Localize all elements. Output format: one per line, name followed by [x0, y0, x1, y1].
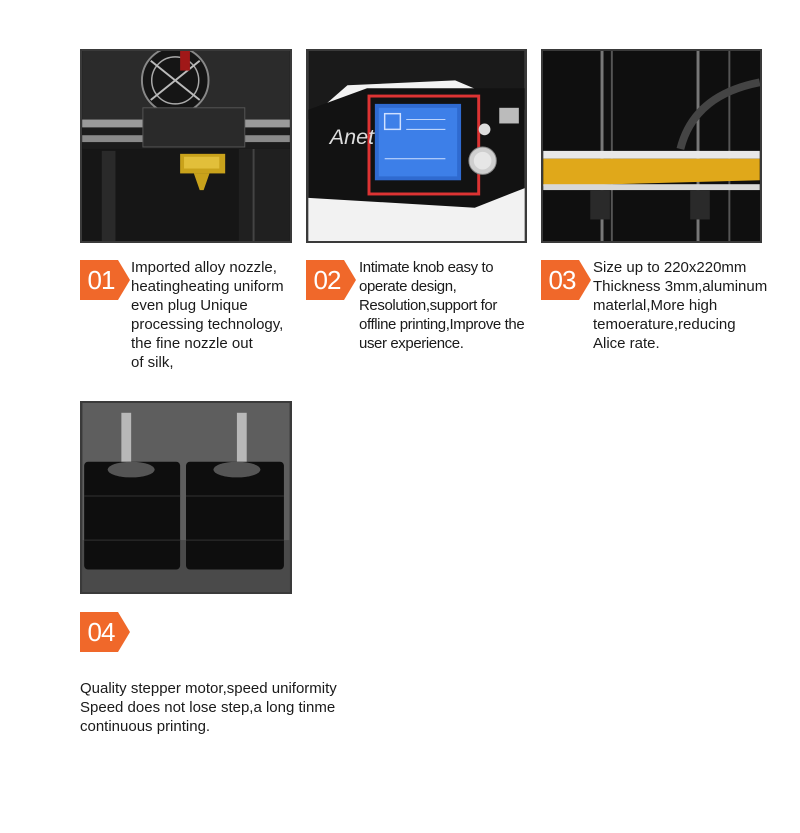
lcd-knob-photo: [306, 49, 527, 243]
step-number: 04: [87, 617, 115, 647]
step-badge-02: [306, 260, 356, 300]
step-badge-01: [80, 260, 130, 300]
aluminum-bed-photo: [541, 49, 762, 243]
step-badge-04: [80, 612, 130, 652]
feature-description: Intimate knob easy to operate design, Resolution,support for offline printing,Improve the user experience.: [359, 259, 525, 352]
step-number: 01: [87, 265, 115, 295]
anet-logo: Anet: [329, 125, 375, 150]
feature-description: Imported alloy nozzle, heatingheating uniform even plug Unique processing technology, the fine nozzle out of silk,: [131, 259, 284, 371]
step-number: 03: [548, 265, 576, 295]
stepper-motors-photo: [80, 401, 292, 594]
feature-description: Quality stepper motor,speed uniformity Speed does not lose step,a long tinme continuous printing.: [80, 680, 337, 735]
hotend-nozzle-photo: [80, 49, 292, 243]
step-number: 02: [313, 265, 341, 295]
step-badge-03: [541, 260, 591, 300]
feature-description: Size up to 220x220mm Thickness 3mm,aluminum materlal,More high temoerature,reducing Alice rate.: [593, 259, 768, 352]
